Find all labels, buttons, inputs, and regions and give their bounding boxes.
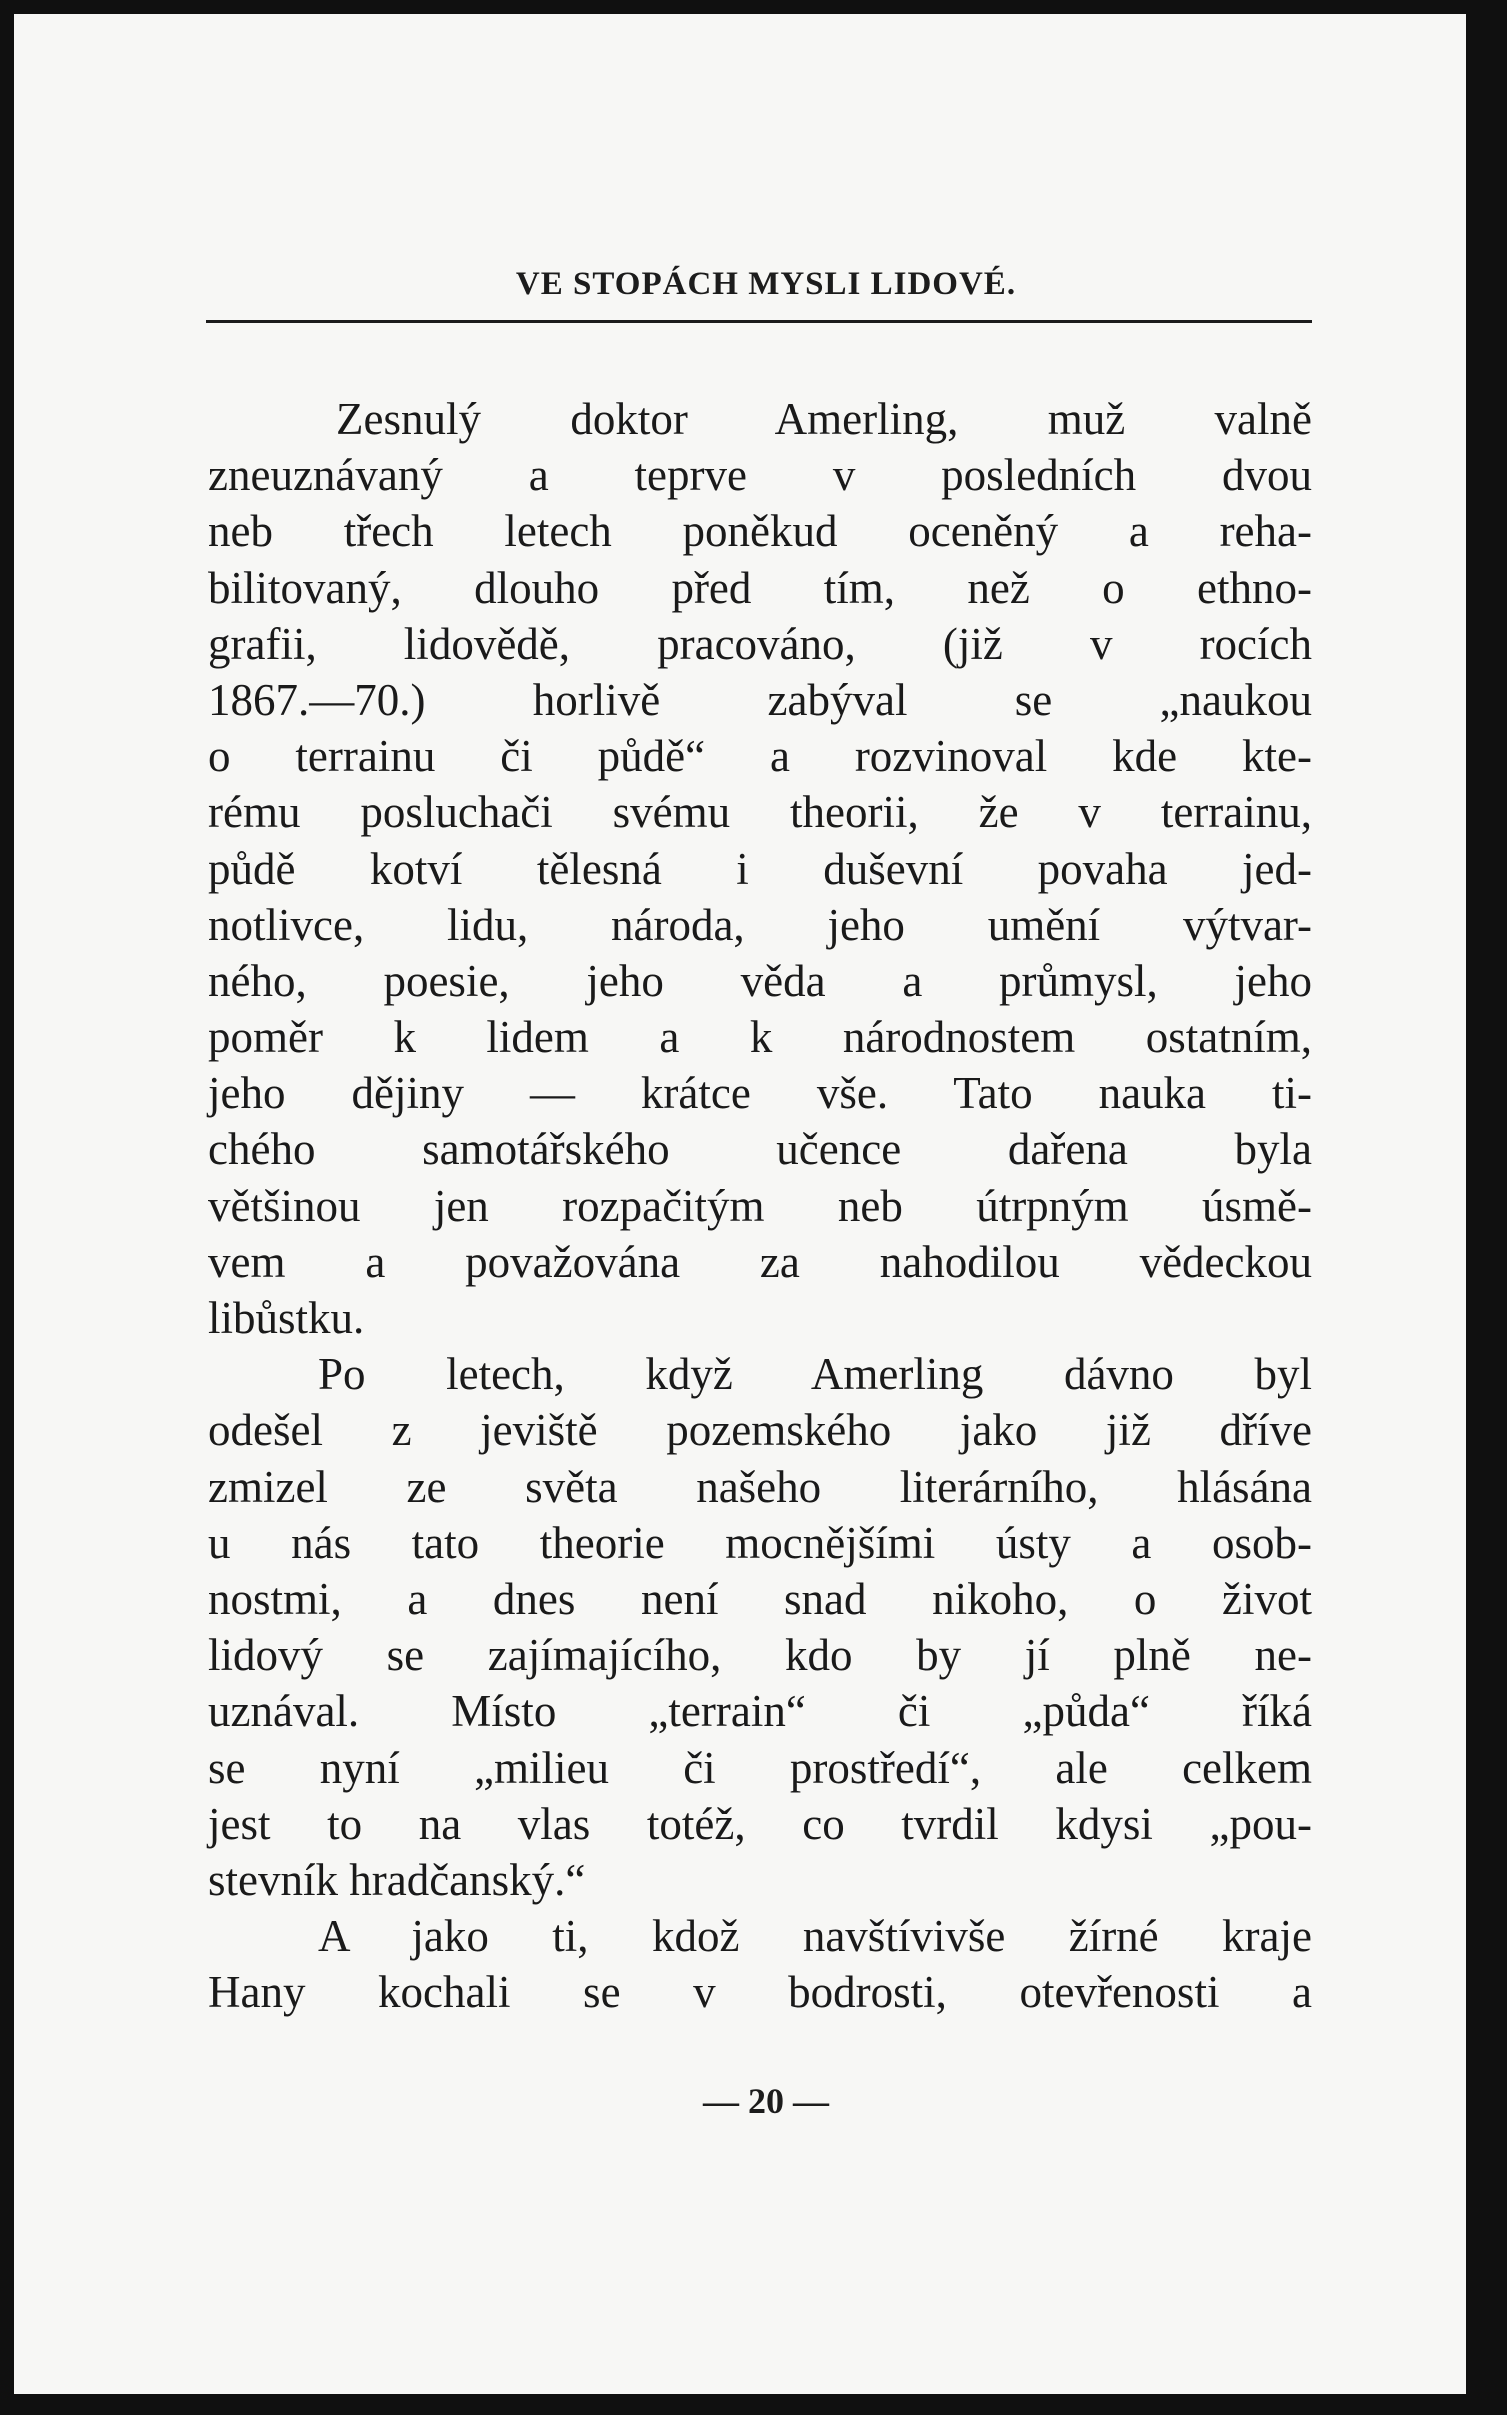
text-line-27: stevník hradčanský.“ xyxy=(208,1854,586,1905)
text-line-17: libůstku. xyxy=(208,1293,365,1343)
text-line-24: uznával. Místo „terrain“ či „půda“ říká xyxy=(208,1686,1312,1737)
text-line-1: Zesnulý doktor Amerling, muž valně xyxy=(336,394,1312,444)
text-line-11: ného, poesie, jeho věda a průmysl, jeho xyxy=(208,955,1312,1006)
text-line-6: 1867.—70.) horlivě zabýval se „naukou xyxy=(208,674,1312,725)
text-line-20: zmizel ze světa našeho literárního, hlásána xyxy=(208,1461,1312,1512)
running-head: VE STOPÁCH MYSLI LIDOVÉ. xyxy=(515,266,1017,302)
text-line-5: grafii, lidovědě, pracováno, (již v rocích xyxy=(208,618,1312,669)
text-line-18: Po letech, když Amerling dávno byl xyxy=(318,1349,1312,1400)
text-line-29: Hany kochali se v bodrosti, otevřenosti a xyxy=(208,1967,1312,2018)
text-line-19: odešel z jeviště pozemského jako již dříve xyxy=(208,1405,1312,1456)
text-line-16: vem a považována za nahodilou vědeckou xyxy=(208,1236,1312,1287)
text-line-23: lidový se zajímajícího, kdo by jí plně ne- xyxy=(208,1630,1312,1681)
text-line-26: jest to na vlas totéž, co tvrdil kdysi „pou- xyxy=(208,1798,1312,1849)
text-line-2: zneuznávaný a teprve v posledních dvou xyxy=(208,450,1312,501)
text-line-10: notlivce, lidu, národa, jeho umění výtvar- xyxy=(208,899,1312,950)
text-line-25: se nyní „milieu či prostředí“, ale celkem xyxy=(208,1742,1312,1793)
text-line-22: nostmi, a dnes není snad nikoho, o život xyxy=(208,1573,1312,1624)
text-line-15: většinou jen rozpačitým neb útrpným úsmě- xyxy=(208,1180,1312,1231)
text-line-3: neb třech letech poněkud oceněný a reha- xyxy=(208,506,1312,557)
text-line-7: o terrainu či půdě“ a rozvinoval kde kte- xyxy=(208,731,1312,782)
text-line-12: poměr k lidem a k národnostem ostatním, xyxy=(208,1012,1312,1063)
text-line-14: chého samotářského učence dařena byla xyxy=(208,1124,1312,1175)
header-rule xyxy=(206,320,1312,323)
text-line-21: u nás tato theorie mocnějšími ústy a osob- xyxy=(208,1517,1312,1568)
text-line-13: jeho dějiny — krátce vše. Tato nauka ti- xyxy=(208,1068,1312,1119)
text-line-9: půdě kotví tělesná i duševní povaha jed- xyxy=(208,843,1312,894)
body-text xyxy=(208,391,1312,2020)
page-number: — 20 — xyxy=(703,2081,829,2121)
text-line-8: rému posluchači svému theorii, že v terrainu, xyxy=(208,787,1312,838)
text-line-28: A jako ti, kdož navštívivše žírné kraje xyxy=(318,1911,1312,1962)
text-line-4: bilitovaný, dlouho před tím, než o ethno- xyxy=(208,562,1312,613)
